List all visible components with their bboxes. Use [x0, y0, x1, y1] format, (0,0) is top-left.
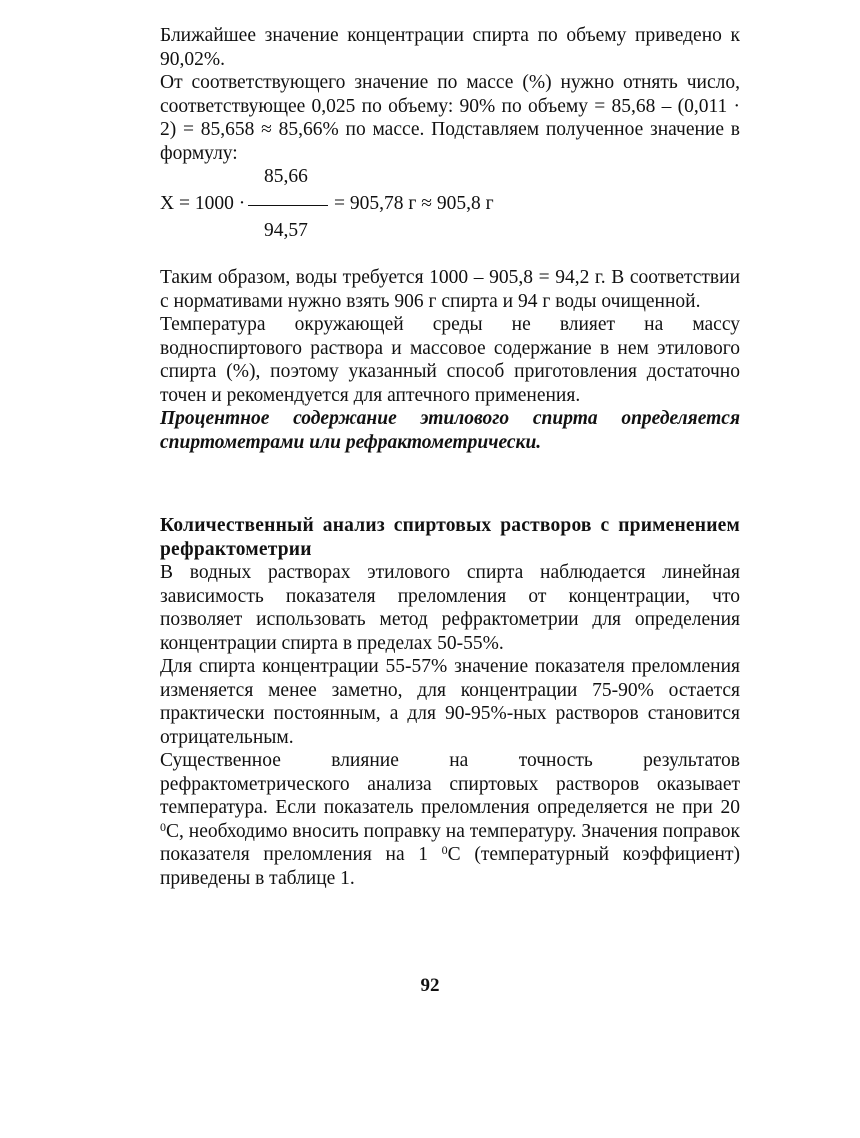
section-text — [160, 514, 740, 890]
formula-rhs: = 905,78 г ≈ 905,8 г — [334, 193, 494, 214]
degree-superscript-1: 0 — [160, 819, 166, 834]
paragraph-temperature-correction — [160, 749, 740, 890]
paragraph-linear-dependence: В водных растворах этилового спирта наблюдается линейная зависимость показателя преломления от концентрации, что позволяет использовать метод рефрактометрии для определения концентрации спирта в пределах 50-55%. — [160, 562, 740, 654]
paragraph-water-amount: Таким образом, воды требуется 1000 – 905,8 = 94,2 г. В соответствии с нормативами нужно взять 906 г спирта и 94 г воды очищенной. — [160, 267, 740, 312]
middle-text — [160, 266, 740, 454]
correction-text-part1: Существенное влияние на точность результатов рефрактометрического анализа спиртовых растворов оказывает температура. Если показатель преломления определяется не при 20 — [160, 750, 740, 818]
correction-text-part3: С (температурный коэффициент) приведены в таблице 1. — [160, 844, 740, 889]
paragraph-mass-conversion: От соответствующего значение по массе (%) нужно отнять число, соответствующее 0,025 по объему: 90% по объему = 85,68 – (0,011 · 2) = 85,658 ≈ 85,66% по массе. Подставляем полученное значение в формулу: — [160, 72, 740, 164]
emphasis-statement: Процентное содержание этилового спирта определяется спиртометрами или рефрактометрически. — [160, 408, 740, 453]
formula — [160, 166, 660, 246]
top-text — [160, 24, 740, 165]
section-heading: Количественный анализ спиртовых растворов с применением рефрактометрии — [160, 515, 740, 560]
page-number: 92 — [420, 975, 440, 996]
correction-text-part2: С, необходимо вносить поправку на температуру. Значения поправок показателя преломления на 1 — [160, 820, 740, 865]
paragraph-temperature-effect: Температура окружающей среды не влияет на массу водноспиртового раствора и массовое содержание в нем этилового спирта (%), поэтому указанный способ приготовления достаточно точен и рекомендуется для аптечного применения. — [160, 314, 740, 406]
degree-superscript-2: 0 — [441, 843, 448, 857]
formula-denominator: 94,57 — [264, 220, 308, 241]
paragraph-nearest-value: Ближайшее значение концентрации спирта по объему приведено к 90,02%. — [160, 25, 740, 70]
formula-numerator: 85,66 — [264, 166, 308, 187]
fraction-bar — [248, 205, 328, 206]
paragraph-concentration-ranges: Для спирта концентрации 55-57% значение показателя преломления изменяется менее заметно, для концентрации 75-90% остается практически постоянным, а для 90-95%-ных растворов становится отрицательным. — [160, 656, 740, 748]
formula-lhs: X = 1000 · — [160, 193, 246, 214]
